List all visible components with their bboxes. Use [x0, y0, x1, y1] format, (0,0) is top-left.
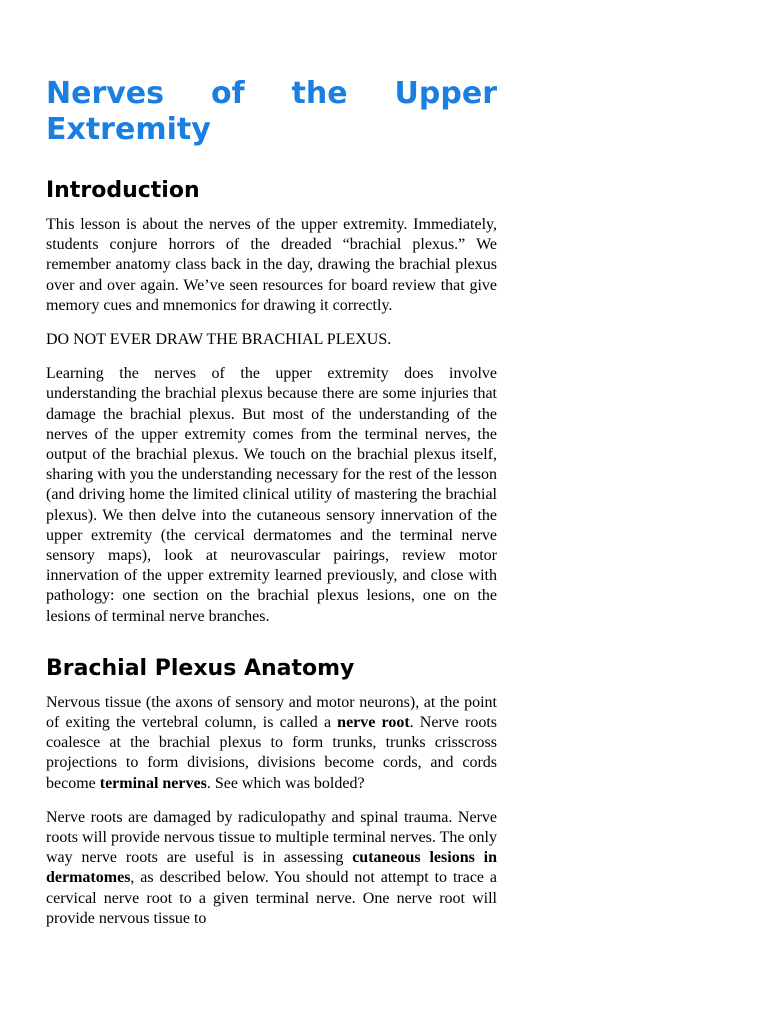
intro-paragraph-2: DO NOT EVER DRAW THE BRACHIAL PLEXUS. [46, 331, 392, 349]
page-title [46, 76, 497, 148]
section-heading-brachial-plexus-anatomy: Brachial Plexus Anatomy [46, 655, 355, 681]
intro-paragraph-1: This lesson is about the nerves of the upper extremity. Immediately, students conjure horrors of the dreaded “brachial plexus.” We remember anatomy class back in the day, drawing the brachial plexus over and over again. We’ve seen resources for board review that give memory cues and mnemonics for drawing it correctly. [46, 216, 497, 314]
anatomy-paragraph-1 [46, 693, 497, 794]
section-heading-introduction: Introduction [46, 178, 200, 203]
page-title-line-1: Nerves of the Upper [46, 76, 497, 111]
anatomy-paragraph-2 [46, 808, 497, 929]
anatomy-p1-text-d: . See which was bolded? [206, 774, 365, 792]
anatomy-p2-text-c: , as described below. You should not attempt to trace a cervical nerve root to a given terminal nerve. One nerve root will provide nervous tissue to [46, 869, 497, 927]
anatomy-p2-text-a: Nerve roots are damaged by radiculopathy and spinal trauma. Nerve roots will provide nervous tissue to multiple terminal nerves. The only way nerve roots are useful is in assessing [46, 808, 497, 867]
anatomy-p1-text-c: . Nerve roots coalesce at the brachial plexus to form trunks, trunks crisscross projections to form divisions, divisions become cords, and cords become [46, 714, 498, 792]
bold-term-cutaneous-lesions: cutaneous lesions in dermatomes [46, 849, 497, 887]
intro-paragraph-3: Learning the nerves of the upper extremity does involve understanding the brachial plexus because there are some injuries that damage the brachial plexus. But most of the understanding of the nerves of the upper extremity comes from the terminal nerves, the output of the brachial plexus. We touch on the brachial plexus itself, sharing with you the understanding necessary for the rest of the lesson (and driving home the limited clinical utility of mastering the brachial plexus). We then delve into the cutaneous sensory innervation of the upper extremity (the cervical dermatomes and the terminal nerve sensory maps), look at neurovascular pairings, review motor innervation of the upper extremity learned previously, and close with pathology: one section on the brachial plexus lesions, one on the lesions of terminal nerve branches. [46, 365, 497, 625]
bold-term-terminal-nerves: terminal nerves [99, 774, 207, 792]
anatomy-p1-text-a: Nervous tissue (the axons of sensory and motor neurons), at the point of exiting the vertebral column, is called a [46, 693, 497, 732]
bold-term-nerve-root: nerve root [337, 714, 410, 732]
page-title-line-2: Extremity [46, 112, 211, 147]
